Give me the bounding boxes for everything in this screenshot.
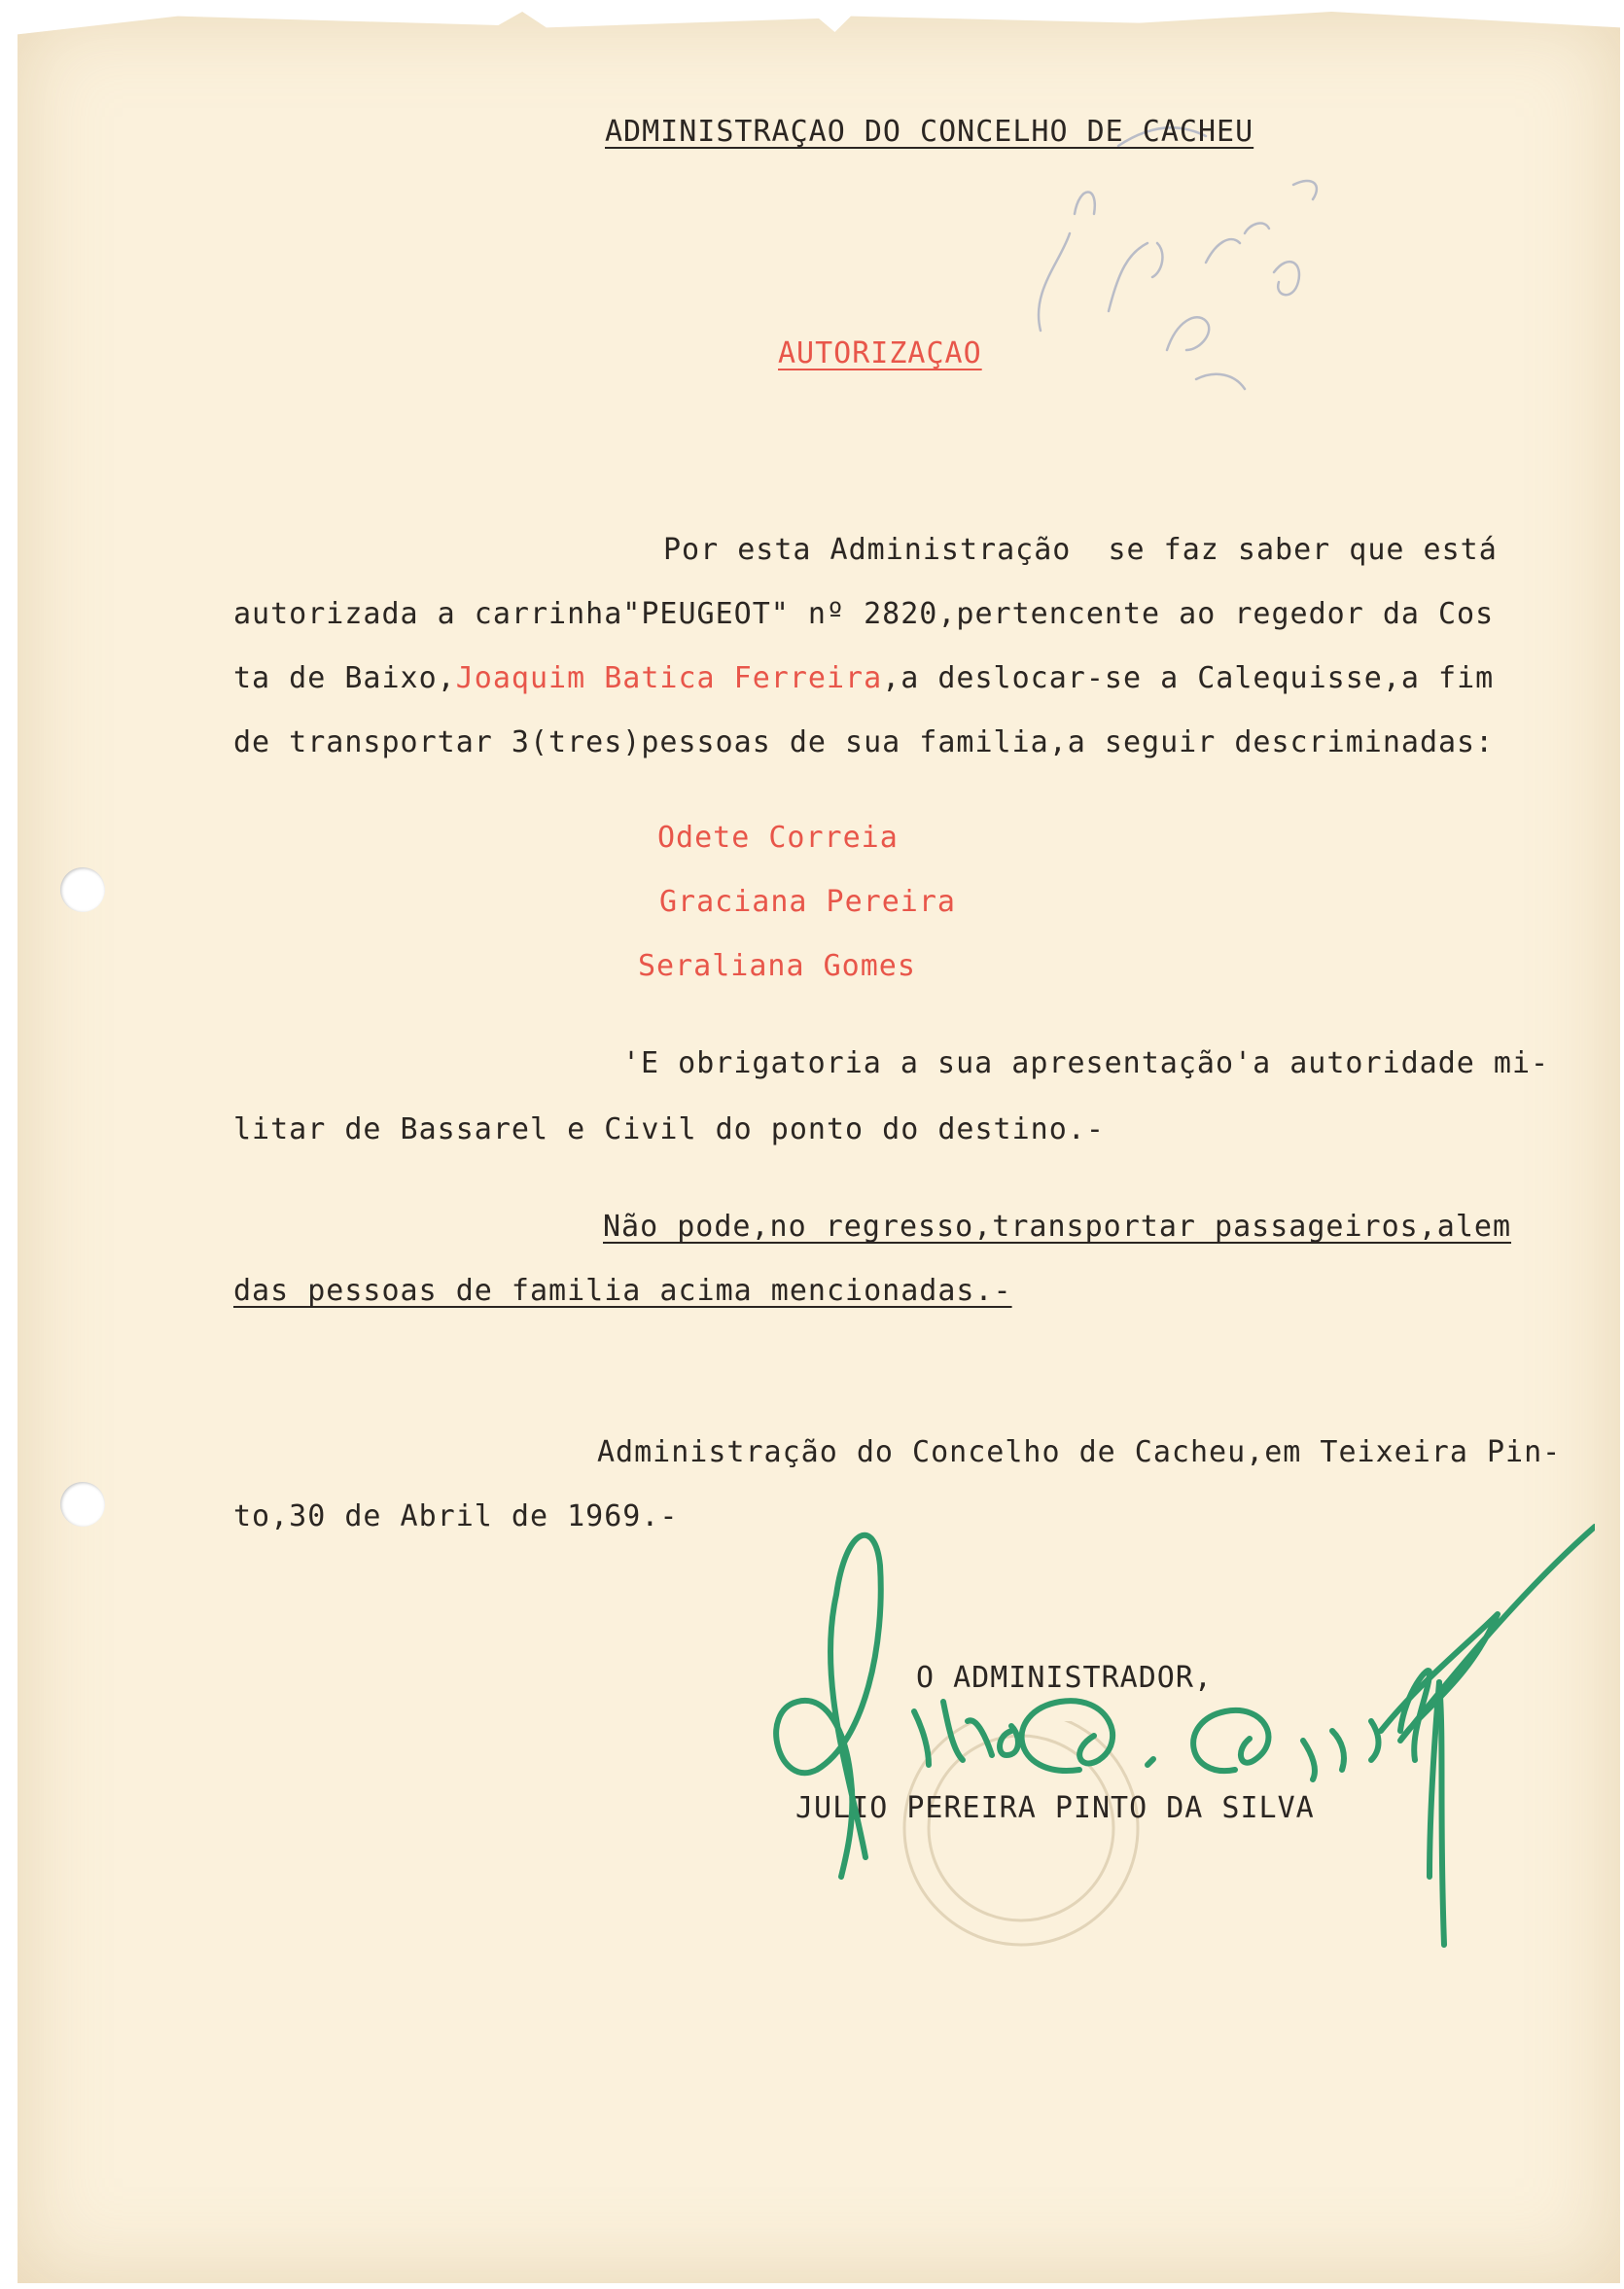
paragraph-1-line-1: Por esta Administração se faz saber que está [663,533,1498,567]
paragraph-3-line-1: Não pode,no regresso,transportar passageiros,alem [603,1210,1512,1244]
signatory-name: JULIO PEREIRA PINTO DA SILVA [795,1791,1315,1825]
line-3-start: ta de Baixo, [233,661,456,695]
header-title: ADMINISTRAÇAO DO CONCELHO DE CACHEU [605,115,1254,149]
place-date-line-1: Administração do Concelho de Cacheu,em Teixeira Pin- [597,1435,1562,1469]
document-title: AUTORIZAÇAO [778,336,982,370]
person-1: Odete Correia [657,821,899,855]
person-2: Graciana Pereira [659,885,956,919]
place-date-line-2: to,30 de Abril de 1969.- [233,1499,679,1533]
paragraph-1-line-4: de transportar 3(tres)pessoas de sua familia,a seguir descriminadas: [233,725,1495,759]
paragraph-2-line-1: 'E obrigatoria a sua apresentação'a autoridade mi- [622,1046,1550,1080]
paragraph-1-line-3 [233,661,1494,696]
paragraph-3-line-2: das pessoas de familia acima mencionadas.- [233,1274,1012,1308]
punch-hole-bottom [60,1482,105,1527]
person-3: Seraliana Gomes [638,949,916,983]
line-3-end: ,a deslocar-se a Calequisse,a fim [882,661,1495,695]
handwritten-signature [759,1488,1595,1993]
paragraph-1-line-2: autorizada a carrinha"PEUGEOT" nº 2820,pertencente ao regedor da Cos [233,597,1495,631]
signature-role: O ADMINISTRADOR, [916,1661,1213,1695]
paragraph-2-line-2: litar de Bassarel e Civil do ponto do destino.- [233,1112,1105,1146]
punch-hole-top [60,867,105,912]
regedor-name: Joaquim Batica Ferreira [455,661,883,695]
